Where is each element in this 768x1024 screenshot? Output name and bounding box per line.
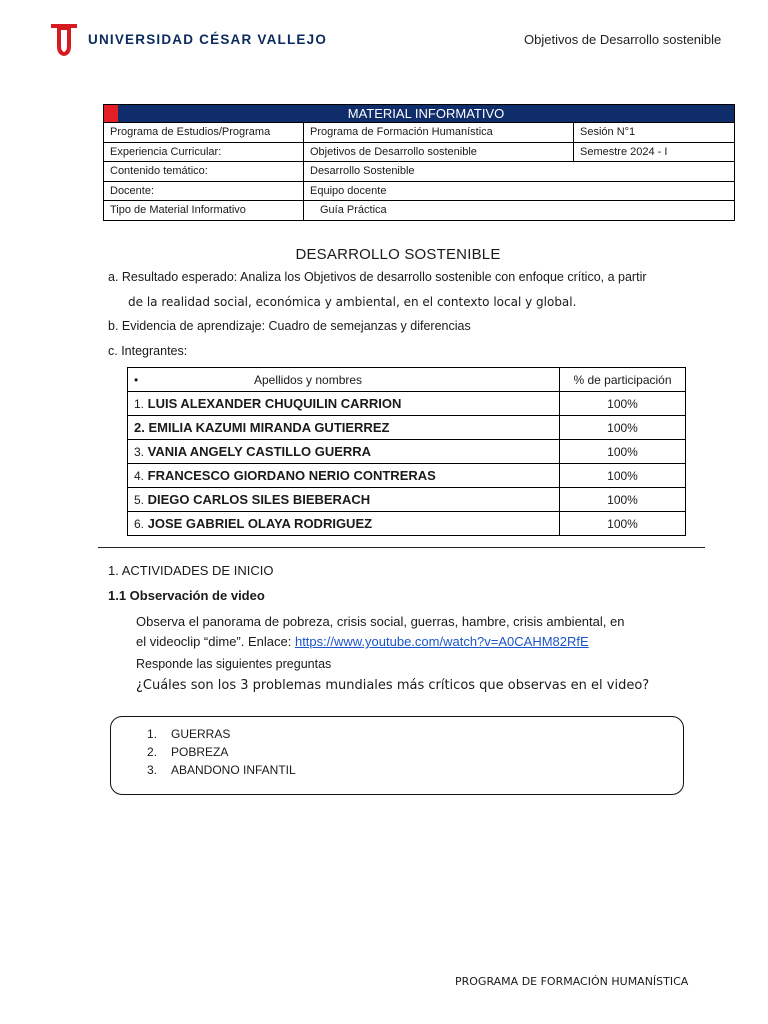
material-info-table — [103, 104, 735, 221]
answer-number: 2. — [147, 745, 158, 759]
info-extra: Sesión N°1 — [580, 126, 636, 138]
university-logo-icon — [49, 22, 79, 58]
row-number: 6. — [134, 517, 145, 531]
participant-cell — [128, 512, 560, 536]
row-number: 1. — [134, 397, 145, 411]
participation-percent: 100% — [560, 464, 686, 488]
item-b: b. Evidencia de aprendizaje: Cuadro de semejanzas y diferencias — [108, 319, 471, 333]
info-value: Programa de Formación Humanística — [304, 123, 574, 142]
participation-percent: 100% — [560, 416, 686, 440]
info-value: Objetivos de Desarrollo sostenible — [304, 143, 574, 162]
info-row — [104, 123, 734, 143]
material-info-header — [104, 105, 734, 123]
item-c: c. Integrantes: — [108, 344, 188, 358]
bullet-mark: • — [134, 372, 139, 387]
percent-column-header: % de participación — [560, 368, 686, 392]
row-number: 4. — [134, 469, 145, 483]
observation-line2 — [136, 632, 624, 652]
participant-name: VANIA ANGELY CASTILLO GUERRA — [147, 444, 372, 459]
participant-name: LUIS ALEXANDER CHUQUILIN CARRION — [147, 396, 402, 411]
list-item — [147, 743, 296, 761]
header-course-title: Objetivos de Desarrollo sostenible — [524, 32, 722, 47]
answer-box — [110, 716, 684, 795]
list-item — [147, 725, 296, 743]
participant-cell — [128, 416, 560, 440]
info-extra: Semestre 2024 - I — [580, 145, 668, 158]
info-value: Guía Práctica — [320, 204, 387, 216]
list-item — [147, 761, 296, 779]
name-column-label: Apellidos y nombres — [254, 372, 363, 387]
participation-percent: 100% — [560, 488, 686, 512]
participant-cell — [128, 392, 560, 416]
table-row — [128, 488, 686, 512]
participant-cell — [128, 488, 560, 512]
info-value: Equipo docente — [310, 184, 387, 197]
participant-name: EMILIA KAZUMI MIRANDA GUTIERREZ — [148, 420, 390, 435]
university-name: UNIVERSIDAD CÉSAR VALLEJO — [88, 32, 328, 47]
footer-program: PROGRAMA DE FORMACIÓN HUMANÍSTICA — [455, 975, 689, 988]
video-link[interactable]: https://www.youtube.com/watch?v=A0CAHM82RfE — [294, 634, 589, 649]
material-info-title: MATERIAL INFORMATIVO — [347, 106, 505, 121]
item-a-line1: a. Resultado esperado: Analiza los Objetivos de desarrollo sostenible con enfoque crítico, a partir — [108, 270, 647, 284]
table-header-row — [128, 368, 686, 392]
info-value: Desarrollo Sostenible — [310, 165, 415, 177]
respond-instruction: Responde las siguientes preguntas — [136, 657, 332, 671]
info-label: Docente: — [104, 182, 304, 201]
item-a-line2: de la realidad social, económica y ambiental, en el contexto local y global. — [128, 295, 577, 309]
name-column-header — [128, 368, 560, 392]
participant-name: JOSE GABRIEL OLAYA RODRIGUEZ — [147, 516, 373, 531]
row-number: 2. — [134, 420, 145, 435]
document-title: DESARROLLO SOSTENIBLE — [295, 246, 501, 263]
participation-percent: 100% — [560, 440, 686, 464]
participant-name: FRANCESCO GIORDANO NERIO CONTRERAS — [147, 468, 436, 483]
info-row — [104, 162, 734, 182]
table-row — [128, 464, 686, 488]
info-label: Programa de Estudios/Programa — [104, 123, 304, 142]
answer-text: POBREZA — [171, 745, 229, 759]
info-label: Contenido temático: — [104, 162, 304, 181]
answer-number: 1. — [147, 727, 158, 741]
table-row — [128, 392, 686, 416]
info-label: Tipo de Material Informativo — [104, 201, 304, 220]
observation-line1: Observa el panorama de pobreza, crisis social, guerras, hambre, crisis ambiental, en — [136, 614, 625, 629]
participation-percent: 100% — [560, 512, 686, 536]
section-divider — [98, 547, 705, 548]
participation-percent: 100% — [560, 392, 686, 416]
participant-cell — [128, 440, 560, 464]
observation-line2-text: el videoclip “dime”. Enlace: — [136, 634, 295, 649]
table-row — [128, 512, 686, 536]
table-row — [128, 440, 686, 464]
question-text: ¿Cuáles son los 3 problemas mundiales más críticos que observas en el video? — [136, 678, 650, 693]
info-row — [104, 182, 734, 202]
participant-name: DIEGO CARLOS SILES BIEBERACH — [147, 492, 371, 507]
answer-text: ABANDONO INFANTIL — [171, 763, 296, 777]
subsection-heading: 1.1 Observación de video — [108, 588, 265, 603]
row-number: 3. — [134, 445, 145, 459]
row-number: 5. — [134, 493, 145, 507]
info-row — [104, 201, 734, 220]
answer-text: GUERRAS — [171, 727, 231, 741]
info-row — [104, 143, 734, 163]
section-heading: 1. ACTIVIDADES DE INICIO — [108, 563, 274, 578]
info-label: Experiencia Curricular: — [104, 143, 304, 162]
participants-table — [127, 367, 686, 536]
table-row — [128, 416, 686, 440]
header-accent-block — [104, 105, 118, 122]
participant-cell — [128, 464, 560, 488]
answer-number: 3. — [147, 763, 158, 777]
answer-list — [147, 725, 296, 779]
observation-paragraph — [136, 612, 624, 652]
